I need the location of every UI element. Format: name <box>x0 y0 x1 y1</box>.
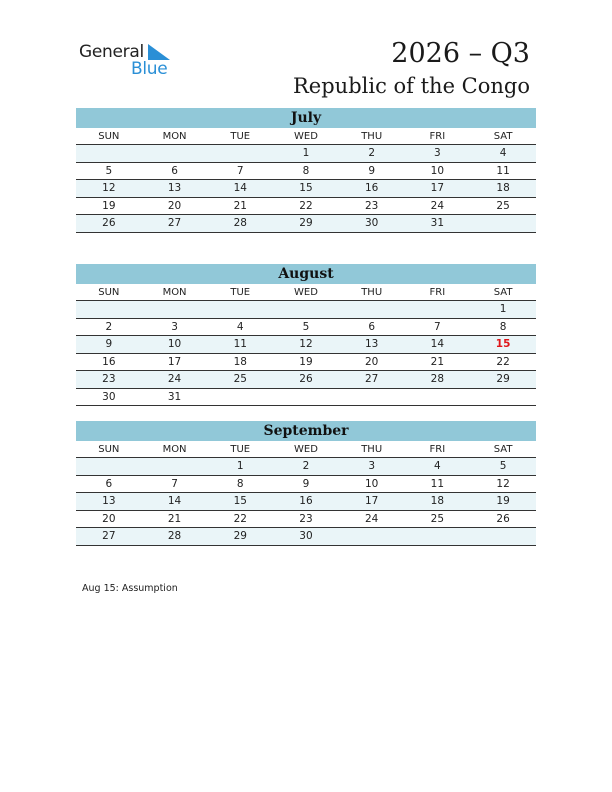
day-cell: 14 <box>207 180 273 198</box>
day-cell: 19 <box>470 493 536 511</box>
day-cell: 17 <box>142 353 208 371</box>
day-cell: 16 <box>76 353 142 371</box>
empty-day-cell <box>470 215 536 233</box>
day-cell: 11 <box>207 336 273 354</box>
empty-day-cell <box>207 145 273 163</box>
day-cell: 4 <box>405 458 471 476</box>
weekday-label: TUE <box>207 441 273 458</box>
day-cell: 1 <box>207 458 273 476</box>
day-cell: 27 <box>76 528 142 546</box>
day-cell: 8 <box>273 162 339 180</box>
day-cell: 5 <box>76 162 142 180</box>
day-cell: 20 <box>76 510 142 528</box>
day-cell: 29 <box>207 528 273 546</box>
month-title: September <box>76 421 536 441</box>
weekday-label: MON <box>142 128 208 145</box>
week-row <box>76 371 536 389</box>
logo-text-general: General <box>79 42 144 62</box>
weekday-label: WED <box>273 128 339 145</box>
week-row <box>76 180 536 198</box>
weekday-label: SAT <box>470 128 536 145</box>
day-cell: 3 <box>339 458 405 476</box>
empty-day-cell <box>142 458 208 476</box>
day-cell: 31 <box>405 215 471 233</box>
day-cell: 2 <box>76 318 142 336</box>
empty-day-cell <box>76 145 142 163</box>
day-cell: 21 <box>405 353 471 371</box>
month-august <box>76 264 536 406</box>
day-cell: 25 <box>470 197 536 215</box>
empty-day-cell <box>76 301 142 319</box>
day-cell: 10 <box>142 336 208 354</box>
day-cell: 30 <box>273 528 339 546</box>
day-cell: 20 <box>339 353 405 371</box>
weekday-label: FRI <box>405 128 471 145</box>
day-cell: 5 <box>273 318 339 336</box>
day-cell: 29 <box>273 215 339 233</box>
month-title: August <box>76 264 536 284</box>
day-cell: 28 <box>142 528 208 546</box>
week-row <box>76 336 536 354</box>
country-name: Republic of the Congo <box>293 74 530 98</box>
empty-day-cell <box>207 388 273 406</box>
weekday-label: WED <box>273 441 339 458</box>
day-cell: 23 <box>76 371 142 389</box>
day-cell: 13 <box>142 180 208 198</box>
weekday-label: THU <box>339 441 405 458</box>
day-cell: 24 <box>339 510 405 528</box>
day-cell: 23 <box>273 510 339 528</box>
day-cell: 27 <box>339 371 405 389</box>
day-cell: 9 <box>273 475 339 493</box>
day-cell: 30 <box>76 388 142 406</box>
empty-day-cell <box>273 388 339 406</box>
day-cell: 22 <box>470 353 536 371</box>
weekday-label: SUN <box>76 284 142 301</box>
day-cell: 26 <box>76 215 142 233</box>
day-cell: 23 <box>339 197 405 215</box>
week-row <box>76 510 536 528</box>
day-cell: 28 <box>207 215 273 233</box>
week-row <box>76 528 536 546</box>
day-cell: 2 <box>273 458 339 476</box>
week-row <box>76 493 536 511</box>
calendar-grid <box>76 284 536 406</box>
day-cell: 4 <box>470 145 536 163</box>
weekday-label: FRI <box>405 284 471 301</box>
day-cell: 21 <box>142 510 208 528</box>
logo-text-blue: Blue <box>131 59 168 79</box>
day-cell: 10 <box>405 162 471 180</box>
week-row <box>76 318 536 336</box>
day-cell: 26 <box>470 510 536 528</box>
month-july <box>76 108 536 233</box>
day-cell: 7 <box>142 475 208 493</box>
weekday-label: SUN <box>76 128 142 145</box>
day-cell: 18 <box>470 180 536 198</box>
day-cell: 8 <box>470 318 536 336</box>
empty-day-cell <box>339 528 405 546</box>
day-cell: 14 <box>405 336 471 354</box>
empty-day-cell <box>339 301 405 319</box>
week-row <box>76 197 536 215</box>
empty-day-cell <box>470 528 536 546</box>
empty-day-cell <box>273 301 339 319</box>
day-cell: 17 <box>339 493 405 511</box>
weekday-label: MON <box>142 441 208 458</box>
weekday-label: SAT <box>470 284 536 301</box>
day-cell: 17 <box>405 180 471 198</box>
week-row <box>76 301 536 319</box>
empty-day-cell <box>142 145 208 163</box>
day-cell: 7 <box>405 318 471 336</box>
weekday-label: TUE <box>207 284 273 301</box>
generalblue-logo <box>79 40 189 80</box>
day-cell: 18 <box>405 493 471 511</box>
weekday-label: MON <box>142 284 208 301</box>
day-cell: 18 <box>207 353 273 371</box>
day-cell: 12 <box>273 336 339 354</box>
empty-day-cell <box>405 301 471 319</box>
day-cell: 5 <box>470 458 536 476</box>
logo-triangle-icon <box>148 44 170 60</box>
day-cell: 25 <box>207 371 273 389</box>
day-cell: 15 <box>470 336 536 354</box>
day-cell: 1 <box>273 145 339 163</box>
day-cell: 22 <box>207 510 273 528</box>
day-cell: 12 <box>76 180 142 198</box>
day-cell: 3 <box>405 145 471 163</box>
calendar-grid <box>76 128 536 233</box>
day-cell: 30 <box>339 215 405 233</box>
week-row <box>76 475 536 493</box>
calendar-grid <box>76 441 536 546</box>
week-row <box>76 215 536 233</box>
day-cell: 13 <box>76 493 142 511</box>
day-cell: 25 <box>405 510 471 528</box>
day-cell: 12 <box>470 475 536 493</box>
empty-day-cell <box>339 388 405 406</box>
weekday-label: SAT <box>470 441 536 458</box>
day-cell: 26 <box>273 371 339 389</box>
week-row <box>76 145 536 163</box>
day-cell: 15 <box>273 180 339 198</box>
empty-day-cell <box>142 301 208 319</box>
week-row <box>76 353 536 371</box>
week-row <box>76 162 536 180</box>
day-cell: 22 <box>273 197 339 215</box>
week-row <box>76 388 536 406</box>
day-cell: 20 <box>142 197 208 215</box>
weekday-label: THU <box>339 284 405 301</box>
day-cell: 13 <box>339 336 405 354</box>
day-cell: 24 <box>142 371 208 389</box>
day-cell: 3 <box>142 318 208 336</box>
day-cell: 9 <box>339 162 405 180</box>
day-cell: 27 <box>142 215 208 233</box>
week-row <box>76 458 536 476</box>
day-cell: 2 <box>339 145 405 163</box>
day-cell: 16 <box>273 493 339 511</box>
day-cell: 19 <box>273 353 339 371</box>
empty-day-cell <box>405 528 471 546</box>
weekday-label: SUN <box>76 441 142 458</box>
day-cell: 7 <box>207 162 273 180</box>
day-cell: 10 <box>339 475 405 493</box>
day-cell: 6 <box>142 162 208 180</box>
day-cell: 6 <box>339 318 405 336</box>
day-cell: 9 <box>76 336 142 354</box>
day-cell: 31 <box>142 388 208 406</box>
empty-day-cell <box>470 388 536 406</box>
day-cell: 16 <box>339 180 405 198</box>
empty-day-cell <box>405 388 471 406</box>
day-cell: 4 <box>207 318 273 336</box>
empty-day-cell <box>76 458 142 476</box>
month-september <box>76 421 536 546</box>
weekday-label: TUE <box>207 128 273 145</box>
holiday-note: Aug 15: Assumption <box>82 583 178 594</box>
day-cell: 6 <box>76 475 142 493</box>
day-cell: 21 <box>207 197 273 215</box>
day-cell: 1 <box>470 301 536 319</box>
page-title: 2026 – Q3 <box>391 38 530 69</box>
weekday-label: THU <box>339 128 405 145</box>
day-cell: 11 <box>470 162 536 180</box>
day-cell: 19 <box>76 197 142 215</box>
day-cell: 24 <box>405 197 471 215</box>
day-cell: 14 <box>142 493 208 511</box>
day-cell: 15 <box>207 493 273 511</box>
day-cell: 29 <box>470 371 536 389</box>
day-cell: 11 <box>405 475 471 493</box>
weekday-label: FRI <box>405 441 471 458</box>
weekday-label: WED <box>273 284 339 301</box>
month-title: July <box>76 108 536 128</box>
day-cell: 28 <box>405 371 471 389</box>
day-cell: 8 <box>207 475 273 493</box>
empty-day-cell <box>207 301 273 319</box>
